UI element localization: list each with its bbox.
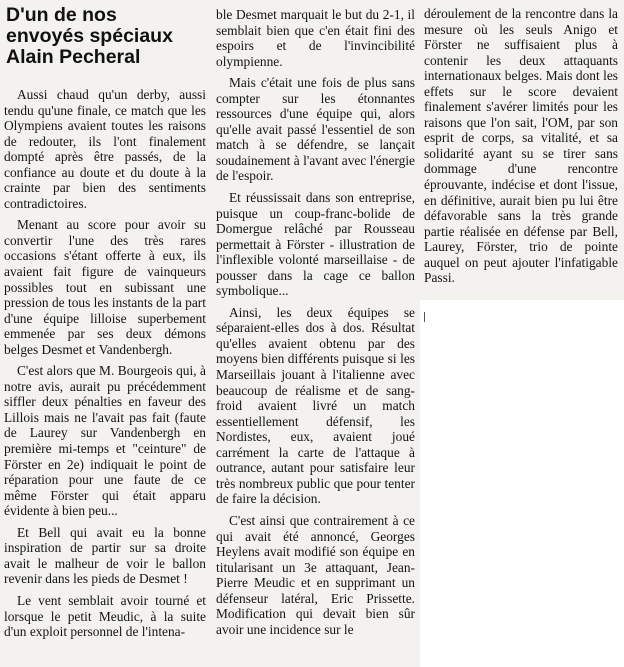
paragraph: Mais c'était une fois de plus sans compter sur les étonnantes ressources d'une équipe qui, alors qu'elle avait passé l'essentiel de son match à se défendre, se lançait soudainement à l'avant avec l'énergie de l'espoir. [216,75,415,184]
article-column-2 [216,7,415,637]
column-rule-mark [424,312,425,322]
headline-line-2: envoyés spéciaux [6,25,173,47]
paragraph: Menant au score pour avoir su convertir l'une des très rares occasions s'étant offerte à eux, ils avaient fait figure de vainqueurs possibles tout en subissant une pression de tous les instants de la part d'une équipe lilloise superbement emmenée par ses deux démons belges Desmet et Vandenbergh. [4,217,206,357]
paragraph: C'est alors que M. Bourgeois qui, à notre avis, aurait pu précédemment siffler deux pénalties en faveur des Lillois mais ne l'avait pas fait (faute de Laurey sur Vandenbergh en première mi-temps et "ceinture" de Förster en 2e) indiquait le point de réparation pour une faute de ce même Förster qui était apparu évidente à bien peu... [4,363,206,519]
paragraph: déroulement de la rencontre dans la mesure où les seuls Anigo et Förster ne suffisaient plus à contenir les deux attaquants internationaux belges. Mais dont les effets sur le score devaient finalement s'avérer limités pour les raisons que l'on sait, l'OM, par son esprit de corps, sa vitalité, et sa solidarité ayant su se tirer sans dommage d'une rencontre éprouvante, indécise et dont l'issue, en définitive, aurait bien pu lui être défavorable sans la très grande partie réalisée en défense par Bell, Laurey, Förster, trio de pointe auquel on peut ajouter l'infatigable Passi. [424,6,618,286]
paragraph: C'est ainsi que contrairement à ce qui avait été annoncé, Georges Heylens avait modifié son équipe en titularisant un 3e attaquant, Jean-Pierre Meudic et en supprimant un défenseur latéral, Eric Prissette. Modification qui devait bien sûr avoir une incidence sur le [216,512,415,637]
headline-line-1: D'un de nos [6,4,117,26]
paragraph: Le vent semblait avoir tourné et lorsque le petit Meudic, à la suite d'un exploit personnel de l'intena- [4,592,206,640]
paragraph: ble Desmet marquait le but du 2-1, il semblait bien que c'en était fini des espoirs et de l'invincibilité olympienne. [216,7,415,69]
article-column-1 [4,0,206,640]
article-headline [6,5,206,68]
article-column-3 [424,6,618,286]
paragraph: Ainsi, les deux équipes se séparaient-elles dos à dos. Résultat qu'elles avaient obtenu par des moyens bien différents puisque si les Marseillais jouant à l'italienne avec beaucoup de réalisme et de sang-froid avaient livré un match essentiellement défensif, les Nordistes, eux, avaient joué carrément la carte de l'attaque à outrance, autant pour satisfaire leur très nombreux public que pour tenter de faire la décision. [216,304,415,507]
blank-margin [420,300,624,667]
headline-byline: Alain Pecheral [6,46,141,68]
paragraph: Et Bell qui avait eu la bonne inspiration de partir sur sa droite avait le malheur de voir le ballon revenir dans les pieds de Desmet ! [4,524,206,587]
paragraph: Aussi chaud qu'un derby, aussi tendu qu'une finale, ce match que les Olympiens avaient toutes les raisons de redouter, ils l'ont finalement dompté après être passés, de la confiance au doute et du doute à la crainte par bien des sentiments contradictoires. [4,87,206,211]
paragraph: Et réussissait dans son entreprise, puisque un coup-franc-bolide de Domergue relâché par Rousseau permettait à Förster - illustration de l'inflexible volonté marseillaise - de pousser dans la cage ce ballon symbolique... [216,190,415,299]
